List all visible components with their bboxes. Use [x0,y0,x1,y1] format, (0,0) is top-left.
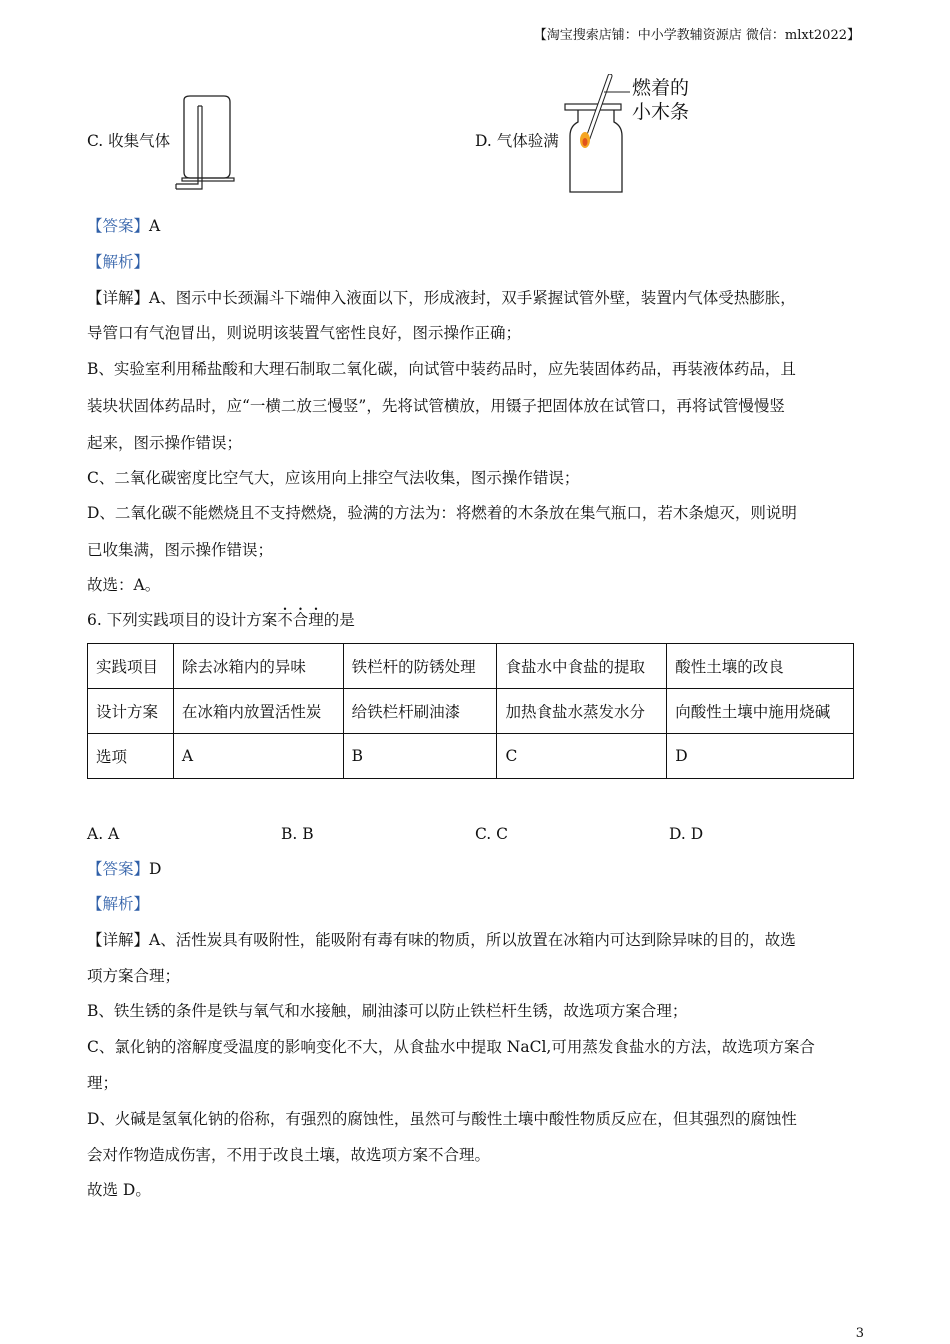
q5-detail-line-6: C、二氧化碳密度比空气大，应该用向上排空气法收集，图示操作错误； [87,469,580,487]
detail-tag: 【详解】 [87,931,150,949]
q6-stem [87,610,355,630]
answer-value: A [149,217,161,235]
q6-analysis-tag: 【解析】 [87,895,150,913]
choice-b: B. B [281,825,314,843]
annotation-line-2: 小木条 [632,101,690,123]
burning-stick-annotation [632,76,689,124]
q5-detail-line-7: D、二氧化碳不能燃烧且不支持燃烧，验满的方法为：将燃着的木条放在集气瓶口，若木条熄灭，则说明 [87,504,797,522]
q6-detail-line-2: 项方案合理； [87,967,181,985]
answer-value: D [149,860,162,878]
q6-detail-line-4: C、氯化钠的溶解度受温度的影响变化不大，从食盐水中提取 NaCl,可用蒸发食盐水的方法，故选项方案合 [87,1038,815,1056]
table-cell: 加热食盐水蒸发水分 [497,689,667,734]
q5-conclusion: 故选：A。 [87,576,161,594]
answer-tag: 【答案】 [87,860,150,878]
stem-text: 6. 下列实践项目的设计方案 [87,611,278,629]
option-d-label: D. 气体验满 [475,132,559,150]
table-cell: B [343,734,497,779]
q5-detail-line-3: B、实验室利用稀盐酸和大理石制取二氧化碳，向试管中装药品时，应先装固体药品，再装液体药品，且 [87,360,796,378]
q6-table [87,643,854,779]
table-cell: 酸性土壤的改良 [667,644,854,689]
annotation-line-1: 燃着的 [632,77,690,99]
emphasis-char: 理 [308,611,324,629]
detail-tag: 【详解】 [87,289,150,307]
q6-detail-line-5: 理； [87,1074,119,1092]
gas-collection-bottle-figure [172,94,236,194]
emphasis-char: 不 [277,611,293,629]
q6-detail-line-3: B、铁生锈的条件是铁与氧气和水接触，刷油漆可以防止铁栏杆生锈，故选项方案合理； [87,1002,688,1020]
detail-text: A、图示中长颈漏斗下端伸入液面以下，形成液封，双手紧握试管外壁，装置内气体受热膨胀， [149,289,796,307]
choice-d: D. D [669,825,704,843]
q6-answer [87,859,161,879]
gas-full-test-figure [560,74,640,198]
q5-detail-line-1 [87,288,796,308]
q6-detail-line-6: D、火碱是氢氧化钠的俗称，有强烈的腐蚀性，虽然可与酸性土壤中酸性物质反应在，但其强烈的腐蚀性 [87,1110,797,1128]
stem-text: 的是 [323,611,355,629]
table-row [88,689,854,734]
q5-detail-line-8: 已收集满，图示操作错误； [87,541,274,559]
q5-analysis-tag: 【解析】 [87,253,150,271]
option-c-label: C. 收集气体 [87,132,171,150]
q5-answer [87,216,160,236]
q5-detail-line-2: 导管口有气泡冒出，则说明该装置气密性良好，图示操作正确； [87,324,522,342]
page-header: 【淘宝搜索店铺：中小学教辅资源店 微信：mlxt2022】 [533,28,860,43]
table-cell: 除去冰箱内的异味 [173,644,343,689]
q5-detail-line-5: 起来，图示操作错误； [87,434,243,452]
table-row [88,644,854,689]
table-cell: 向酸性土壤中施用烧碱 [667,689,854,734]
table-cell: 设计方案 [88,689,174,734]
page-number: 3 [855,1326,864,1341]
table-cell: 实践项目 [88,644,174,689]
choice-a: A. A [87,825,120,843]
table-cell: 在冰箱内放置活性炭 [173,689,343,734]
q6-detail-line-7: 会对作物造成伤害，不用于改良土壤，故选项方案不合理。 [87,1146,491,1164]
choice-c: C. C [475,825,509,843]
detail-text: A、活性炭具有吸附性，能吸附有毒有味的物质，所以放置在冰箱内可达到除异味的目的，故选 [149,931,796,949]
table-cell: D [667,734,854,779]
table-cell: 铁栏杆的防锈处理 [343,644,497,689]
q6-conclusion: 故选 D。 [87,1181,151,1199]
table-row [88,734,854,779]
answer-tag: 【答案】 [87,217,150,235]
table-cell: 选项 [88,734,174,779]
table-cell: A [173,734,343,779]
table-cell: C [497,734,667,779]
table-cell: 食盐水中食盐的提取 [497,644,667,689]
q6-detail-line-1 [87,930,796,950]
emphasis-char: 合 [292,611,309,629]
q5-detail-line-4: 装块状固体药品时，应“一横二放三慢竖”，先将试管横放，用镊子把固体放在试管口，再将试管慢慢竖 [87,397,785,415]
table-cell: 给铁栏杆刷油漆 [343,689,497,734]
